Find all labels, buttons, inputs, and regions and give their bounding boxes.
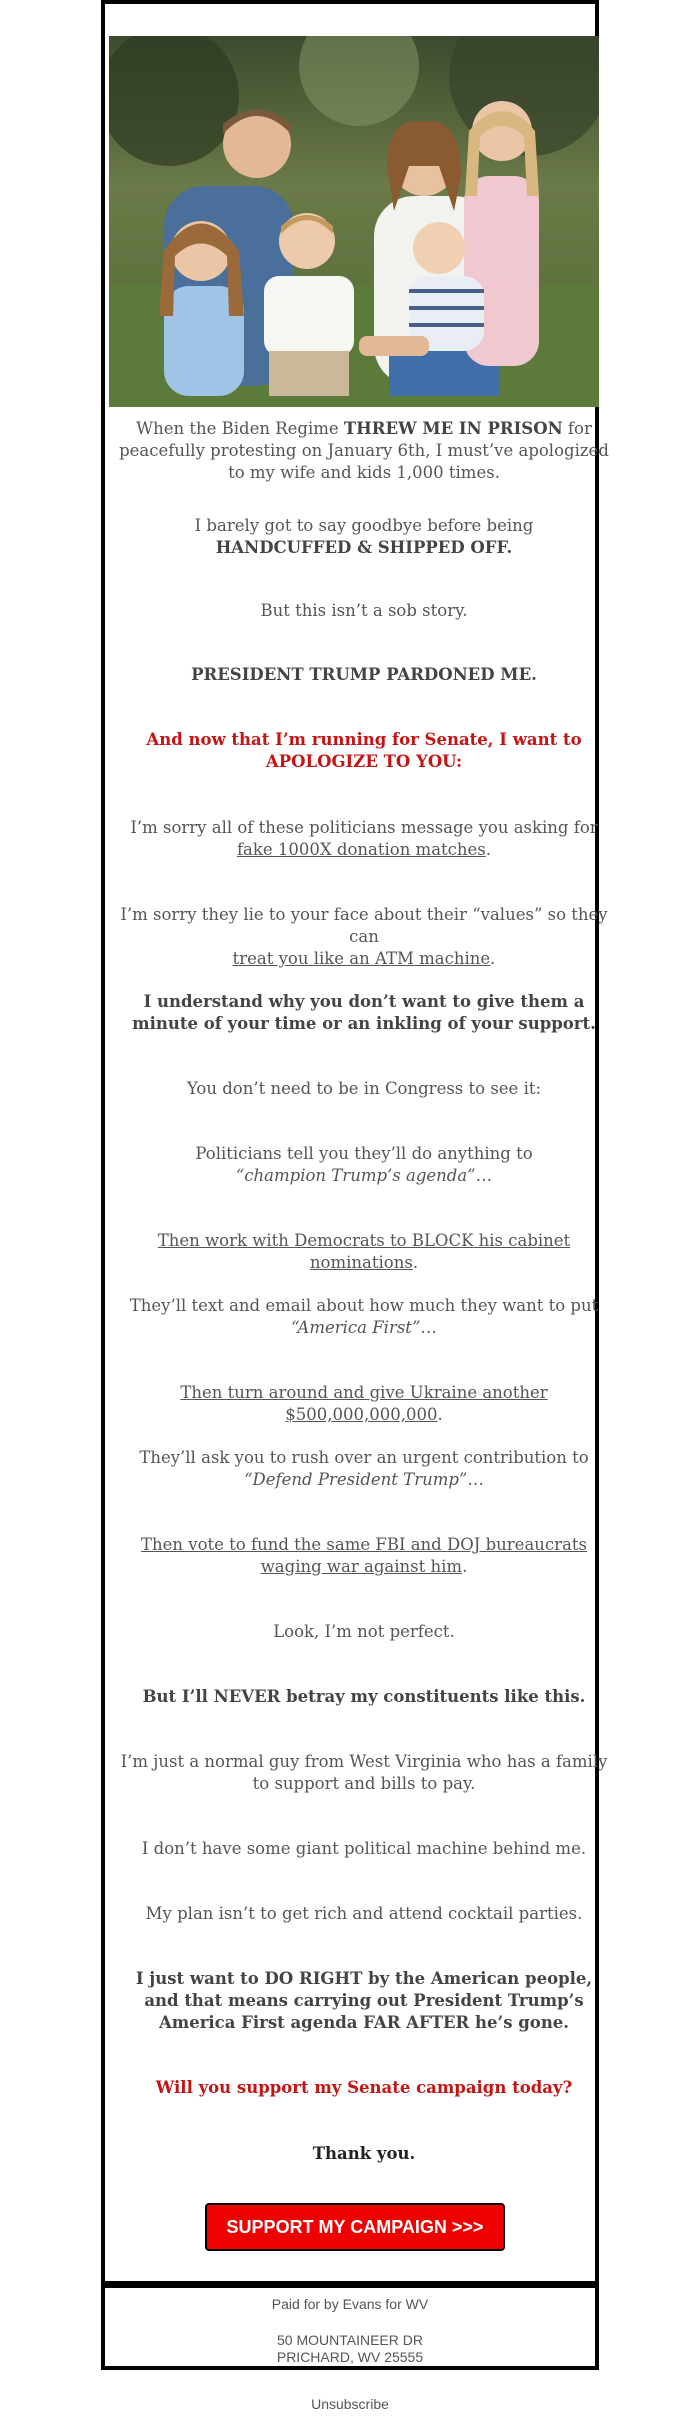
p17-text: But I’ll NEVER betray my constituents like this. [142,1687,586,1706]
p2-text-a: I barely got to say goodbye before being [194,516,534,535]
p10-text-b: “champion Trump’s agenda”… [235,1166,493,1185]
paragraph-champion [109,1143,619,1187]
email-frame [101,0,609,2370]
paragraph-atm-machine [109,904,619,970]
p4-text: PRESIDENT TRUMP PARDONED ME. [191,665,537,684]
p11-text-b: . [412,1253,419,1272]
atm-machine-link[interactable]: treat you like an ATM machine [232,949,491,968]
paid-for-text: Paid for by Evans for WV [271,2296,429,2312]
p5-text-b: APOLOGIZE TO YOU: [265,752,463,771]
paragraph-cocktail-parties: My plan isn’t to get rich and attend cocktail parties. [145,1904,583,1923]
paragraph-donation-matches [109,817,619,861]
unsubscribe-link[interactable]: Unsubscribe [311,2396,389,2412]
fbi-doj-link[interactable]: Then vote to fund the same FBI and DOJ bureaucrats [141,1535,587,1554]
intro-text-c: for peacefully protesting on January 6th, I must’ve apologized to my wife and kids 1,000 times. [119,419,609,482]
family-photo [109,36,599,407]
p12-text-b: “America First”… [291,1318,437,1337]
intro-text-b: THREW ME IN PRISON [343,419,563,438]
paragraph-defend-trump [109,1447,619,1491]
paragraph-understand: I understand why you don’t want to give them a minute of your time or an inkling of your support. [132,992,596,1033]
p7-text-c: . [490,949,496,968]
p13-text-b: . [437,1405,443,1424]
family-photo-illustration [109,36,599,407]
paragraph-support-question: Will you support my Senate campaign today? [155,2078,573,2097]
p10-text-a: Politicians tell you they’ll do anything to [195,1144,533,1163]
intro-paragraph [109,418,619,484]
paragraph-congress: You don’t need to be in Congress to see it: [186,1079,542,1098]
waging-war-link[interactable]: waging war against him [260,1557,463,1576]
paragraph-thank-you: Thank you. [312,2144,416,2163]
paragraph-do-right: I just want to DO RIGHT by the American people, and that means carrying out President Trump’s America First agenda FAR AFTER he’s gone. [135,1969,593,2032]
p2-text-b: HANDCUFFED & SHIPPED OFF. [215,538,513,557]
paragraph-normal-guy: I’m just a normal guy from West Virginia who has a family to support and bills to pay. [120,1752,608,1793]
paragraph-handcuffed [109,515,619,559]
p6-text-c: . [485,840,492,859]
paragraph-ukraine [109,1382,619,1426]
paragraph-not-perfect: Look, I’m not perfect. [273,1622,455,1641]
paragraph-pardoned [109,664,619,686]
fake-donation-matches-link[interactable]: fake 1000X donation matches [236,840,486,859]
p6-text-a: I’m sorry all of these politicians message you asking for [130,818,598,837]
paragraph-apologize [109,729,619,773]
address-line-1: 50 MOUNTAINEER DR [277,2332,423,2348]
address-line-2: PRICHARD, WV 25555 [276,2349,424,2365]
p5-text-a: And now that I’m running for Senate, I want to [146,730,582,749]
p15-text-c: . [462,1557,468,1576]
paragraph-fbi-doj [109,1534,619,1578]
paragraph-block-nominations [109,1230,619,1274]
p14-text-a: They’ll ask you to rush over an urgent contribution to [139,1448,589,1467]
paragraph-political-machine: I don’t have some giant political machine behind me. [141,1839,587,1858]
support-campaign-button[interactable]: SUPPORT MY CAMPAIGN >>> [205,2203,505,2251]
p7-text-a: I’m sorry they lie to your face about their “values” so they can [120,905,608,946]
intro-text-a: When the Biden Regime [136,419,344,438]
p14-text-b: “Defend President Trump”… [244,1470,484,1489]
block-nominations-link[interactable]: Then work with Democrats to BLOCK his cabinet nominations [157,1231,571,1272]
ukraine-link[interactable]: Then turn around and give Ukraine another $500,000,000,000 [180,1383,548,1424]
footer-divider [105,2281,595,2288]
paragraph-america-first [109,1295,619,1339]
p12-text-a: They’ll text and email about how much they want to put [129,1296,599,1315]
paragraph-never-betray [109,1686,619,1708]
paragraph-sob-story: But this isn’t a sob story. [260,601,468,620]
